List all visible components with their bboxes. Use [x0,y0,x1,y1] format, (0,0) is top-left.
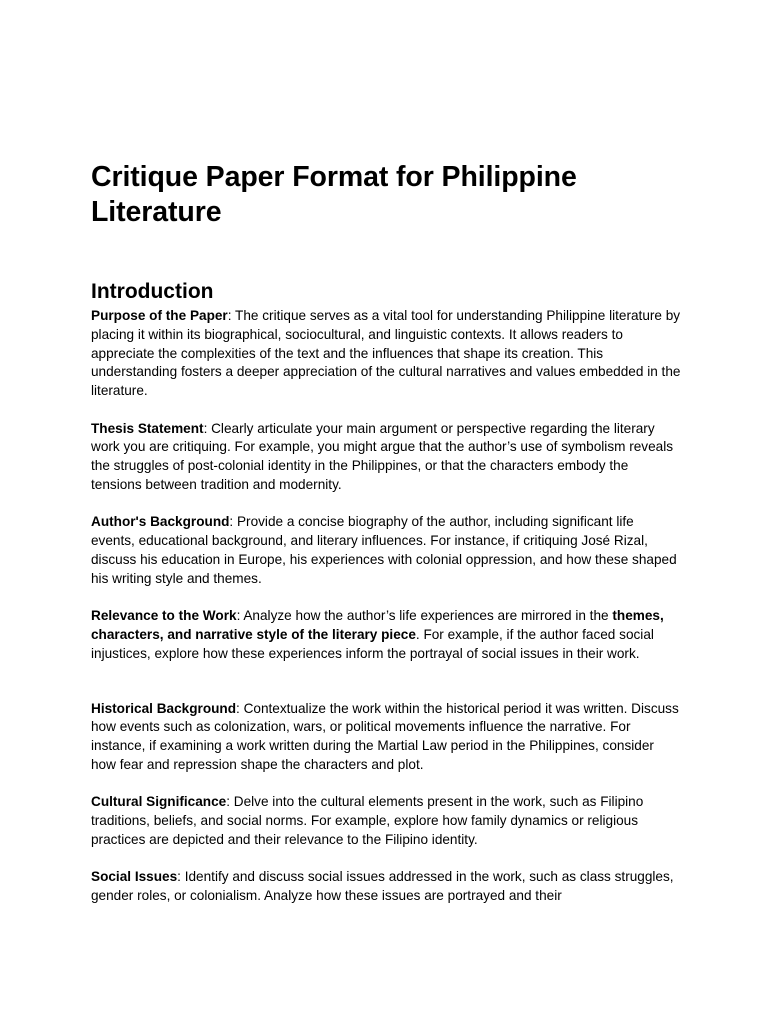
section-heading-introduction: Introduction [91,280,214,303]
term-historical-background: Historical Background [91,700,237,716]
paragraph-social-issues [91,868,681,906]
text-author-background: : Provide a concise biography of the author, including significant life events, educational background, and literary influences. For instance, if critiquing José Rizal, discuss his education in Europe, his experiences with colonial oppression, and how these shaped his writing style and themes. [91,514,677,586]
term-thesis: Thesis Statement [91,420,204,436]
emphasis-relevance: themes, characters, and narrative style of the literary piece [91,608,664,642]
paragraph-author-background [91,513,681,588]
term-purpose: Purpose of the Paper [91,308,228,323]
paragraph-purpose [91,307,681,401]
paragraph-relevance [91,607,681,663]
document-title: Critique Paper Format for Philippine Literature [91,161,577,228]
text-relevance-after: . For example, if the author faced social injustices, explore how these experiences inform the portrayal of social issues in their work. [91,626,654,661]
document-content [91,160,681,906]
text-cultural-significance: : Delve into the cultural elements present in the work, such as Filipino traditions, beliefs, and social norms. For example, explore how family dynamics or religious practices are depicted and their relevance to the Filipino identity. [91,794,644,847]
paragraph-historical-background [91,700,681,775]
text-thesis: : Clearly articulate your main argument or perspective regarding the literary work you are critiquing. For example, you might argue that the author’s use of symbolism reveals the struggles of post-colonial identity in the Philippines, or that the characters embody the tensions between tradition and modernity. [91,420,674,492]
text-relevance-before: : Analyze how the author’s life experiences are mirrored in the [236,608,613,624]
paragraph-cultural-significance [91,793,681,849]
term-cultural-significance: Cultural Significance [91,794,227,810]
text-social-issues: : Identify and discuss social issues addressed in the work, such as class struggles, gender roles, or colonialism. Analyze how these issues are portrayed and their [91,869,674,904]
text-purpose: : The critique serves as a vital tool for understanding Philippine literature by placing it within its biographical, sociocultural, and linguistic contexts. It allows readers to appreciate the complexities of the text and the influences that shape its creation. This understanding fosters a deeper appreciation of the cultural narratives and values embedded in the literature. [91,308,681,399]
text-historical-background: : Contextualize the work within the historical period it was written. Discuss how events such as colonization, wars, or political movements influence the narrative. For instance, if examining a work written during the Martial Law period in the Philippines, consider how fear and repression shape the characters and plot. [91,700,679,772]
term-relevance: Relevance to the Work [91,608,237,624]
term-social-issues: Social Issues [91,869,178,885]
term-author-background: Author's Background [91,514,230,530]
paragraph-thesis [91,420,681,495]
